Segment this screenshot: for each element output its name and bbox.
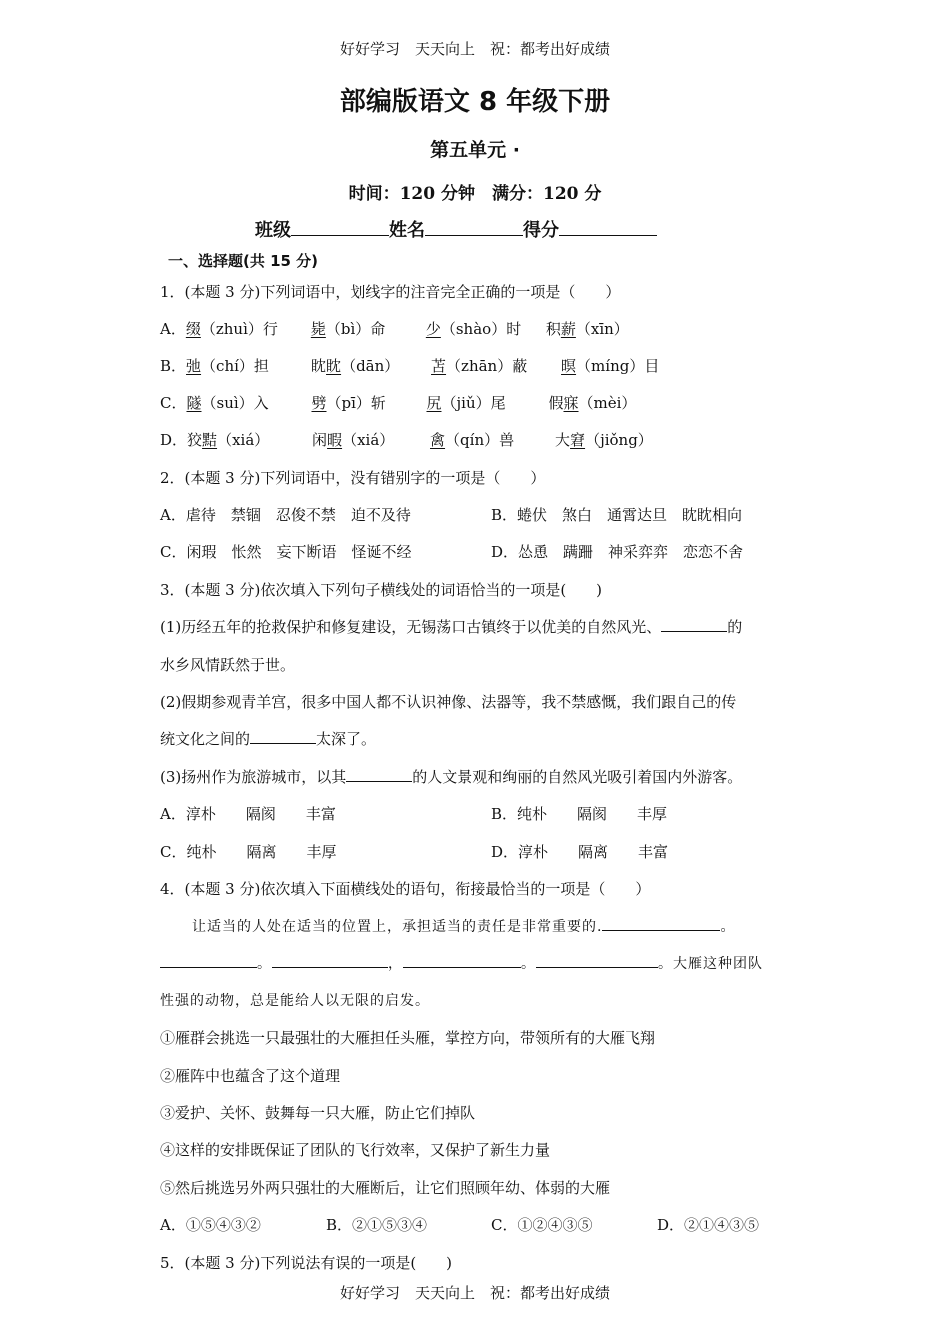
- q3-sentence-2-cont: 统文化之间的 太深了。: [160, 730, 377, 748]
- q4-option-a: A．①⑤④③②: [160, 1216, 261, 1234]
- q4-statement-3: ③爱护、关怀、鼓舞每一只大雁，防止它们掉队: [160, 1104, 476, 1122]
- q4-stem: 4．(本题 3 分)依次填入下面横线处的语句，衔接最恰当的一项是（ ）: [160, 880, 651, 898]
- q4-blank-2[interactable]: [160, 953, 257, 968]
- q3-option-b: B．纯朴 隔阂 丰厚: [491, 805, 668, 823]
- q4-option-c: C．①②④③⑤: [491, 1216, 593, 1234]
- class-blank[interactable]: [291, 217, 389, 236]
- time-score-info: 时间：120 分钟 满分：120 分: [348, 184, 602, 204]
- q1-option-b: B．弛（chí）担 眈眈（dān） 苫（zhān）蔽 暝（míng）目: [160, 357, 660, 375]
- page-header: 好好学习 天天向上 祝：都考出好成绩: [339, 40, 610, 58]
- q3-blank-2[interactable]: [250, 729, 316, 744]
- q3-sentence-3: (3)扬州作为旅游城市，以其 的人文景观和绚丽的自然风光吸引着国内外游客。: [160, 768, 743, 786]
- q4-passage-line-3: 性强的动物，总是能给人以无限的启发。: [160, 993, 430, 1009]
- q1-option-d: D．狡黠（xiá） 闲暇（xiá） 禽（qín）兽 大窘（jiǒng）: [160, 431, 653, 449]
- score-blank[interactable]: [559, 217, 657, 236]
- q4-blank-1[interactable]: [602, 916, 720, 931]
- q3-blank-1[interactable]: [661, 617, 727, 632]
- q1-option-a: A．缀（zhuì）行 毙（bì）命 少（shào）时 积薪（xīn）: [160, 320, 629, 338]
- unit-title: 第五单元 ·: [430, 139, 520, 161]
- q3-stem: 3．(本题 3 分)依次填入下列句子横线处的词语恰当的一项是( ): [160, 581, 603, 599]
- q3-sentence-2: (2)假期参观青羊宫，很多中国人都不认识神像、法器等，我不禁感慨，我们跟自己的传: [160, 693, 737, 711]
- class-label: 班级: [255, 220, 291, 241]
- q3-option-c: C．纯朴 隔离 丰厚: [160, 843, 337, 861]
- name-blank[interactable]: [425, 217, 523, 236]
- q3-sentence-1: (1)历经五年的抢救保护和修复建设，无锡荡口古镇终于以优美的自然风光、 的: [160, 618, 743, 636]
- q1-stem: 1．(本题 3 分)下列词语中，划线字的注音完全正确的一项是（ ）: [160, 283, 621, 301]
- name-label: 姓名: [389, 220, 425, 241]
- q4-blank-5[interactable]: [536, 953, 658, 968]
- q3-blank-3[interactable]: [346, 767, 412, 782]
- q4-statement-1: ①雁群会挑选一只最强壮的大雁担任头雁，掌控方向，带领所有的大雁飞翔: [160, 1029, 656, 1047]
- score-label: 得分: [523, 220, 559, 241]
- q4-passage-line-1: 让适当的人处在适当的位置上，承担适当的责任是非常重要的. 。: [192, 916, 735, 936]
- document-title: 部编版语文 8 年级下册: [339, 87, 611, 117]
- q2-stem: 2．(本题 3 分)下列词语中，没有错别字的一项是（ ）: [160, 469, 546, 487]
- q5-stem: 5．(本题 3 分)下列说法有误的一项是( ): [160, 1254, 453, 1272]
- q1-option-c: C．隧（suì）入 劈（pī）斩 尻（jiǔ）尾 假寐（mèi）: [160, 394, 637, 412]
- q3-option-a: A．淳朴 隔阂 丰富: [160, 805, 336, 823]
- q2-option-a: A．虐待 禁锢 忍俊不禁 迫不及待: [160, 506, 411, 524]
- q4-blank-3[interactable]: [272, 953, 388, 968]
- q4-statement-4: ④这样的安排既保证了团队的飞行效率，又保护了新生力量: [160, 1141, 551, 1159]
- q3-sentence-1-cont: 水乡风情跃然于世。: [160, 656, 296, 674]
- q4-blank-4[interactable]: [403, 953, 521, 968]
- section-title: 一、选择题(共 15 分): [168, 252, 319, 270]
- q2-option-d: D．怂恿 蹒跚 神采弈弈 恋恋不舍: [491, 543, 744, 561]
- q4-option-d: D．②①④③⑤: [657, 1216, 760, 1234]
- q2-option-b: B．蜷伏 煞白 通霄达旦 眈眈相向: [491, 506, 743, 524]
- q4-option-b: B．②①⑤③④: [326, 1216, 428, 1234]
- student-info-line: [255, 216, 657, 242]
- q2-option-c: C．闲瑕 怅然 妄下断语 怪诞不经: [160, 543, 412, 561]
- q4-statement-5: ⑤然后挑选另外两只强壮的大雁断后，让它们照顾年幼、体弱的大雁: [160, 1179, 611, 1197]
- q4-statement-2: ②雁阵中也蕴含了这个道理: [160, 1067, 341, 1085]
- q4-passage-line-2: 。 ， 。 。大雁这种团队: [160, 953, 763, 973]
- page-footer: 好好学习 天天向上 祝：都考出好成绩: [339, 1284, 610, 1302]
- q3-option-d: D．淳朴 隔离 丰富: [491, 843, 669, 861]
